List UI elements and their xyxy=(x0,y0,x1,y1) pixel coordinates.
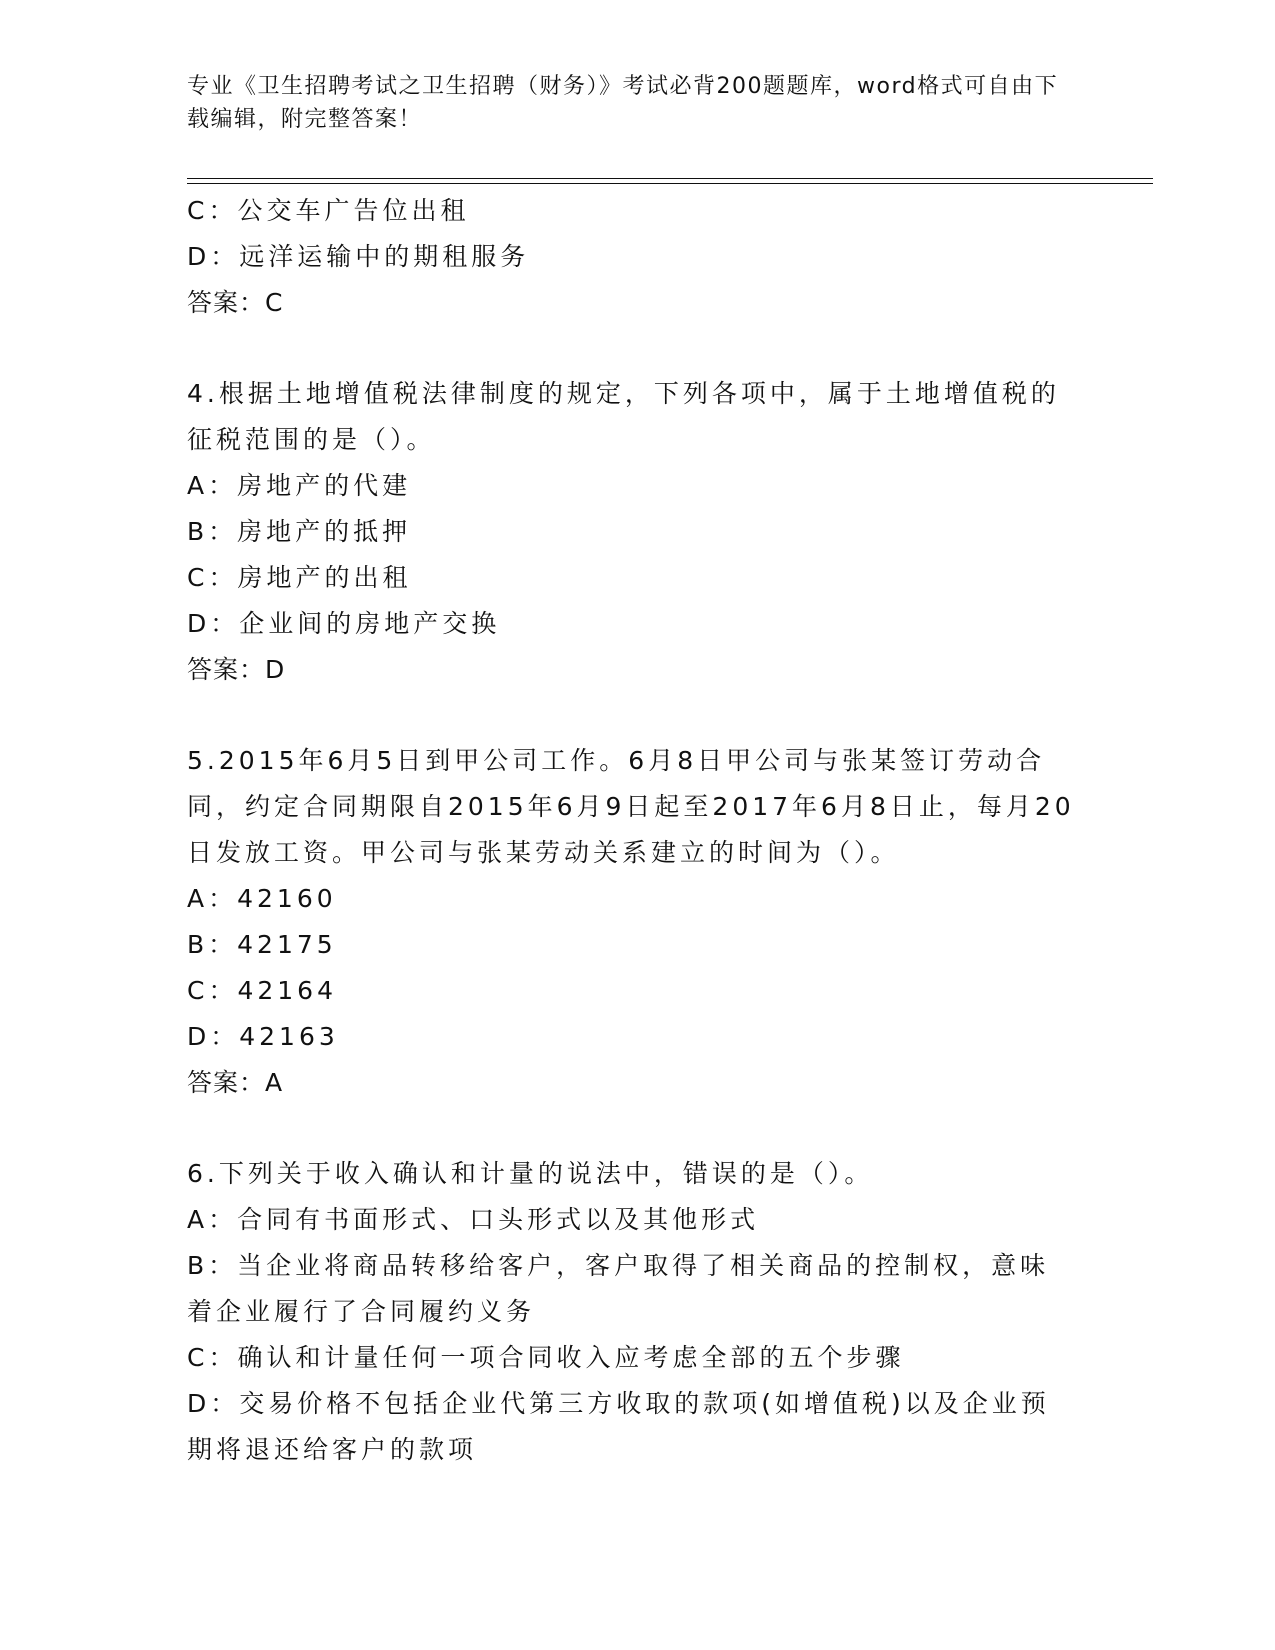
option-b: B：当企业将商品转移给客户，客户取得了相关商品的控制权，意味着企业履行了合同履约义务 xyxy=(187,1251,1050,1326)
option-c: C：42164 xyxy=(187,976,337,1005)
answer: 答案：C xyxy=(187,288,284,317)
answer: 答案：A xyxy=(187,1068,284,1097)
answer: 答案：D xyxy=(187,655,286,684)
option-b: B：42175 xyxy=(187,930,337,959)
header-rule-bottom xyxy=(187,183,1153,184)
option-a: A：房地产的代建 xyxy=(187,471,412,500)
option-a: A：42160 xyxy=(187,884,337,913)
option-c: C：房地产的出租 xyxy=(187,563,412,592)
option-a: A：合同有书面形式、口头形式以及其他形式 xyxy=(187,1205,760,1234)
option-d: D：交易价格不包括企业代第三方收取的款项(如增值税)以及企业预期将退还给客户的款项 xyxy=(187,1389,1050,1464)
question-text: 4.根据土地增值税法律制度的规定，下列各项中，属于土地增值税的征税范围的是（）。 xyxy=(187,379,1060,454)
spacer xyxy=(187,693,1087,738)
option-c: C：确认和计量任何一项合同收入应考虑全部的五个步骤 xyxy=(187,1343,905,1372)
question-text: 6.下列关于收入确认和计量的说法中，错误的是（）。 xyxy=(187,1159,874,1188)
question-6 xyxy=(187,1151,1087,1473)
option-d: D：远洋运输中的期租服务 xyxy=(187,242,530,271)
page-header: 专业《卫生招聘考试之卫生招聘（财务）》考试必背200题题库，word格式可自由下载编辑，附完整答案！ xyxy=(187,74,1059,132)
option-b: B：房地产的抵押 xyxy=(187,517,412,546)
question-text: 5.2015年6月5日到甲公司工作。6月8日甲公司与张某签订劳动合同，约定合同期限自2015年6月9日起至2017年6月8日止，每月20日发放工资。甲公司与张某劳动关系建立的时间为（）。 xyxy=(187,746,1075,867)
header-rule-top xyxy=(187,178,1153,179)
question-4 xyxy=(187,371,1087,693)
spacer xyxy=(187,1106,1087,1151)
option-d: D：42163 xyxy=(187,1022,339,1051)
document-body xyxy=(187,188,1087,1473)
question-5 xyxy=(187,738,1087,1106)
spacer xyxy=(187,326,1087,371)
option-c: C：公交车广告位出租 xyxy=(187,196,470,225)
option-d: D：企业间的房地产交换 xyxy=(187,609,501,638)
question-3-continued xyxy=(187,188,1087,326)
